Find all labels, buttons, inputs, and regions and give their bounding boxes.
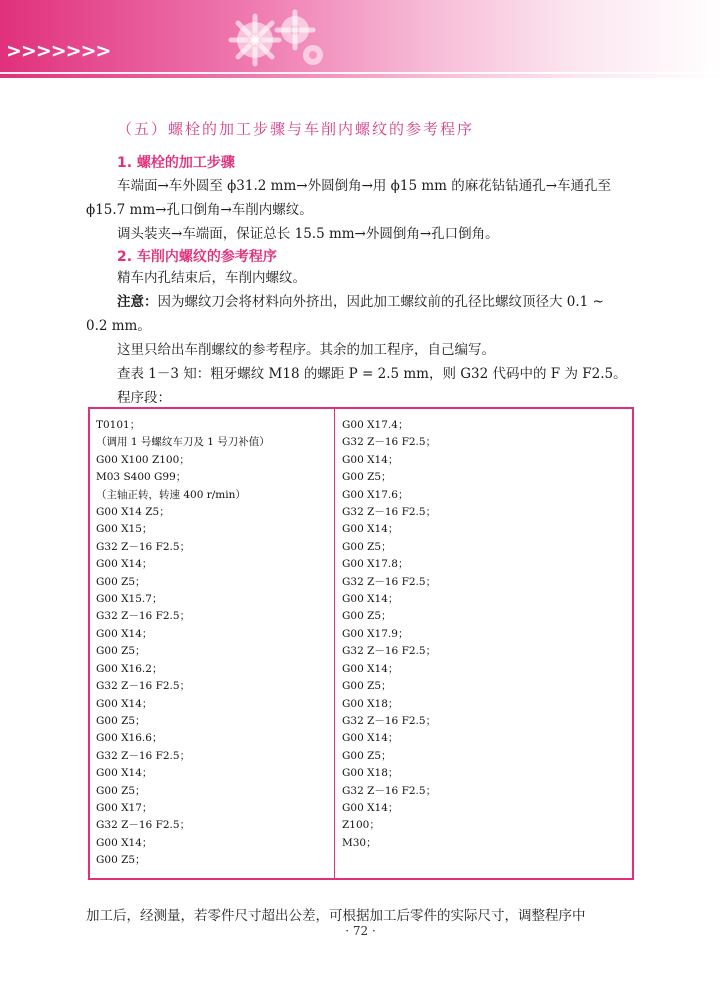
code-line: G00 Z5；: [96, 714, 146, 727]
program-line-2: 这里只给出车削螺纹的参考程序。其余的加工程序，自己编写。: [117, 342, 495, 358]
note-continuation: 0.2 mm。: [86, 318, 151, 334]
program-line-1: 精车内孔结束后，车削内螺纹。: [117, 270, 306, 286]
code-line: G00 X14；: [96, 767, 153, 780]
code-line: G00 X14；: [96, 627, 153, 640]
code-line: G00 Z5；: [96, 784, 146, 797]
code-line: G00 X15.7；: [96, 593, 163, 606]
code-line: G00 X17；: [96, 801, 153, 814]
code-line: G00 Z5；: [96, 575, 146, 588]
code-line: G00 X14；: [342, 801, 399, 814]
code-column-left: [96, 417, 270, 870]
program-line-3: 查表 1－3 知：粗牙螺纹 M18 的螺距 P = 2.5 mm，则 G32 代码中的 F 为 F2.5。: [117, 366, 627, 382]
code-line: G00 X15；: [96, 523, 153, 536]
code-line: G00 X14；: [96, 697, 153, 710]
code-listing-box: [88, 407, 634, 880]
steps-line-1: 车端面→车外圆至 ϕ31.2 mm→外圆倒角→用 ϕ15 mm 的麻花钻钻通孔→车通孔至: [117, 178, 612, 194]
code-line: （主轴正转，转速 400 r/min）: [96, 488, 246, 501]
code-line: G32 Z－16 F2.5；: [342, 784, 437, 797]
page-number: · 72 ·: [345, 924, 376, 938]
steps-line-3: 调头装夹→车端面，保证总长 15.5 mm→外圆倒角→孔口倒角。: [117, 226, 499, 242]
header-divider-line: [0, 72, 721, 74]
code-column-divider: [334, 409, 335, 878]
steps-line-2: ϕ15.7 mm→孔口倒角→车削内螺纹。: [86, 202, 313, 218]
code-line: G00 Z5；: [342, 610, 392, 623]
code-line: G00 X14；: [342, 732, 399, 745]
code-line: G32 Z－16 F2.5；: [342, 575, 437, 588]
note-label: 注意：: [117, 294, 158, 310]
code-line: M30；: [342, 836, 377, 849]
code-line: G32 Z－16 F2.5；: [96, 540, 191, 553]
code-line: Z100；: [342, 819, 380, 832]
code-line: T0101；: [96, 419, 141, 431]
code-line: G00 X14；: [342, 593, 399, 606]
code-line: G00 X14；: [342, 453, 399, 466]
code-line: G00 X17.6；: [342, 488, 409, 501]
note-text: 因为螺纹刀会将材料向外挤出，因此加工螺纹前的孔径比螺纹顶径大 0.1 ~: [157, 294, 604, 310]
code-line: G32 Z－16 F2.5；: [342, 714, 437, 727]
code-line: G00 Z5；: [96, 854, 146, 867]
code-line: G00 Z5；: [342, 749, 392, 762]
code-line: G32 Z－16 F2.5；: [96, 680, 191, 693]
code-line: G00 Z5；: [342, 471, 392, 484]
code-line: G32 Z－16 F2.5；: [96, 610, 191, 623]
code-line: G00 X16.6；: [96, 732, 163, 745]
code-line: G00 X16.2；: [96, 662, 163, 675]
code-line: G00 Z5；: [96, 645, 146, 658]
code-line: G00 X14；: [342, 523, 399, 536]
steps-heading: 1. 螺栓的加工步骤: [117, 155, 235, 171]
code-line: G00 X17.4；: [342, 419, 409, 431]
code-line: G00 X17.8；: [342, 558, 409, 571]
code-line: G00 X14；: [96, 558, 153, 571]
code-line: G32 Z－16 F2.5；: [342, 436, 437, 449]
page-header-banner: [0, 0, 721, 78]
code-line: G00 X18；: [342, 697, 399, 710]
code-line: G32 Z－16 F2.5；: [96, 749, 191, 762]
code-line: G00 X14；: [96, 836, 153, 849]
code-line: G32 Z－16 F2.5；: [96, 819, 191, 832]
program-paragraph: [86, 266, 638, 410]
code-line: G00 Z5；: [342, 540, 392, 553]
steps-paragraph: [86, 174, 638, 246]
code-line: G00 X17.9；: [342, 627, 409, 640]
program-heading: 2. 车削内螺纹的参考程序: [117, 249, 277, 265]
gear-icon: [225, 0, 345, 78]
code-line: G00 X14 Z5；: [96, 506, 170, 519]
code-line: G32 Z－16 F2.5；: [342, 506, 437, 519]
footer-paragraph: 加工后，经测量，若零件尺寸超出公差，可根据加工后零件的实际尺寸，调整程序中: [86, 908, 586, 924]
code-line: G00 X100 Z100；: [96, 453, 190, 466]
program-line-4: 程序段：: [117, 390, 171, 406]
code-line: M03 S400 G99；: [96, 471, 187, 484]
code-column-right: [342, 417, 436, 852]
section-title: （五）螺栓的加工步骤与车削内螺纹的参考程序: [117, 120, 475, 138]
code-line: G00 X18；: [342, 767, 399, 780]
code-line: G32 Z－16 F2.5；: [342, 645, 437, 658]
code-line: （调用 1 号螺纹车刀及 1 号刀补值）: [96, 436, 270, 449]
chevron-decoration: >>>>>>>: [6, 40, 111, 62]
code-line: G00 X14；: [342, 662, 399, 675]
code-line: G00 Z5；: [342, 680, 392, 693]
